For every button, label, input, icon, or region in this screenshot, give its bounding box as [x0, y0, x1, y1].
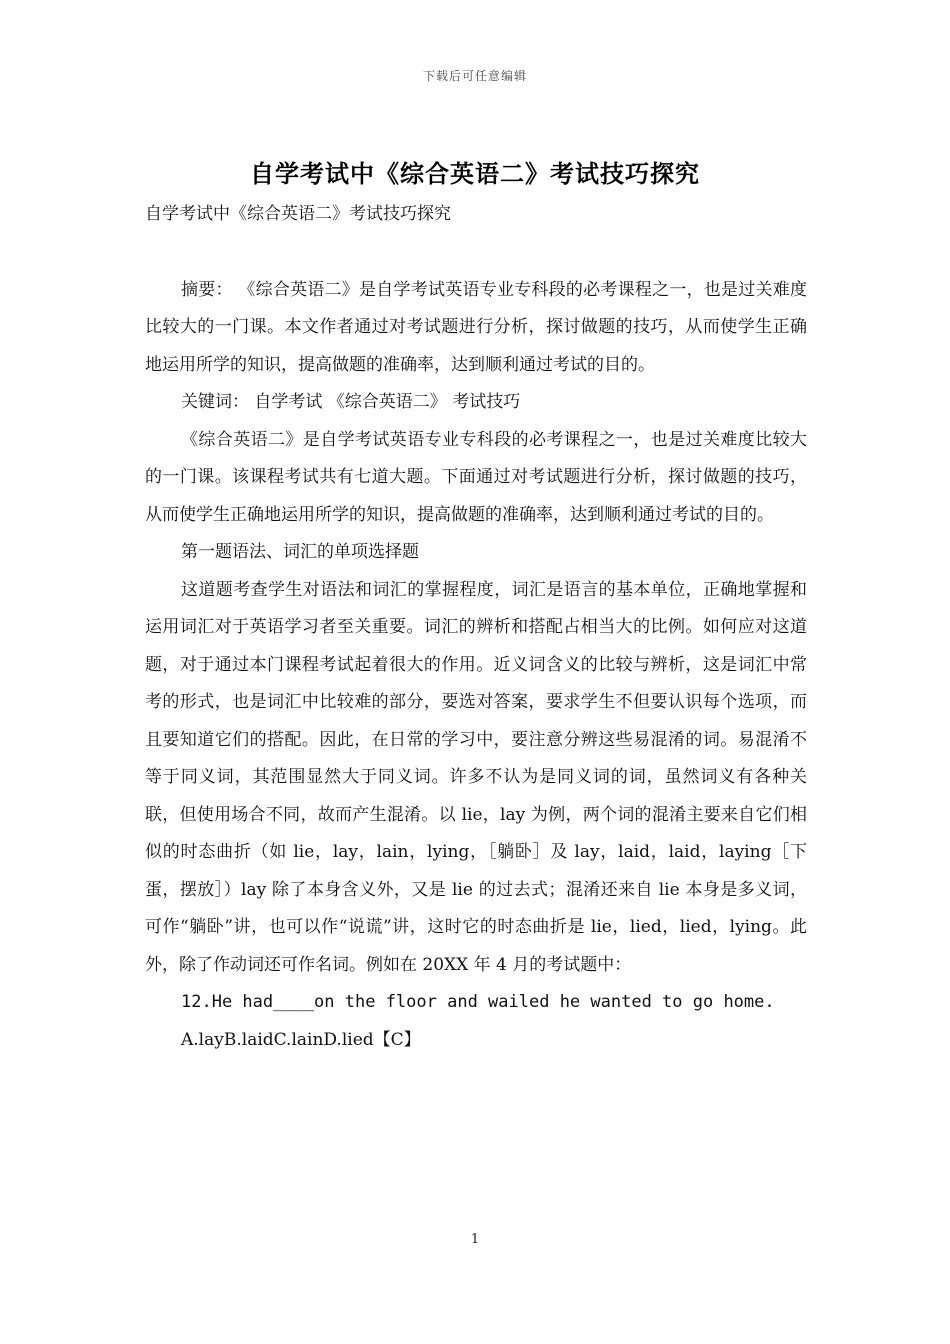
body-paragraph: 这道题考查学生对语法和词汇的掌握程度，词汇是语言的基本单位，正确地掌握和运用词汇对于英语学习者至关重要。词汇的辨析和搭配占相当大的比例。如何应对这道题，对于通过本门课程考试起着很大的作用。近义词含义的比较与辨析，这是词汇中常考的形式，也是词汇中比较难的部分，要选对答案，要求学生不但要认识每个选项，而且要知道它们的搭配。因此，在日常的学习中，要注意分辨这些易混淆的词。易混淆不等于同义词，其范围显然大于同义词。许多不认为是同义词的词，虽然词义有各种关联，但使用场合不同，故而产生混淆。以 lie，lay 为例，两个词的混淆主要来自它们相似的时态曲折（如 lie，lay，lain，lying，［躺卧］及 lay，laid，laid，laying［下蛋，摆放］）lay 除了本身含义外，又是 lie 的过去式；混淆还来自 lie 本身是多义词，可作“躺卧”讲，也可以作“说谎”讲，这时它的时态曲折是 lie，lied，lied，lying。此外，除了作动词还可作名词。例如在 20XX 年 4 月的考试题中： [145, 579, 807, 975]
example-options: A.layB.laidC.lainD.lied【C】 [181, 1029, 421, 1050]
document-title: 自学考试中《综合英语二》考试技巧探究 [250, 159, 700, 188]
section-heading: 第一题语法、词汇的单项选择题 [181, 542, 419, 562]
header-note: 下载后可任意编辑 [422, 69, 527, 83]
document-subtitle: 自学考试中《综合英语二》考试技巧探究 [145, 204, 451, 224]
keywords-line: 关键词： 自学考试 《综合英语二》 考试技巧 [181, 392, 521, 412]
page-number: 1 [470, 1232, 480, 1247]
intro-paragraph: 《综合英语二》是自学考试英语专业专科段的必考课程之一，也是过关难度比较大的一门课。该课程考试共有七道大题。下面通过对考试题进行分析，探讨做题的技巧，从而使学生正确地运用所学的知识，提高做题的准确率，达到顺利通过考试的目的。 [145, 429, 807, 525]
document-content [145, 196, 807, 1059]
example-question: 12.He had____on the floor and wailed he wanted to go home. [181, 992, 775, 1012]
abstract-paragraph: 摘要： 《综合英语二》是自学考试英语专业专科段的必考课程之一，也是过关难度比较大的一门课。本文作者通过对考试题进行分析，探讨做题的技巧，从而使学生正确地运用所学的知识，提高做题的准确率，达到顺利通过考试的目的。 [145, 279, 807, 375]
